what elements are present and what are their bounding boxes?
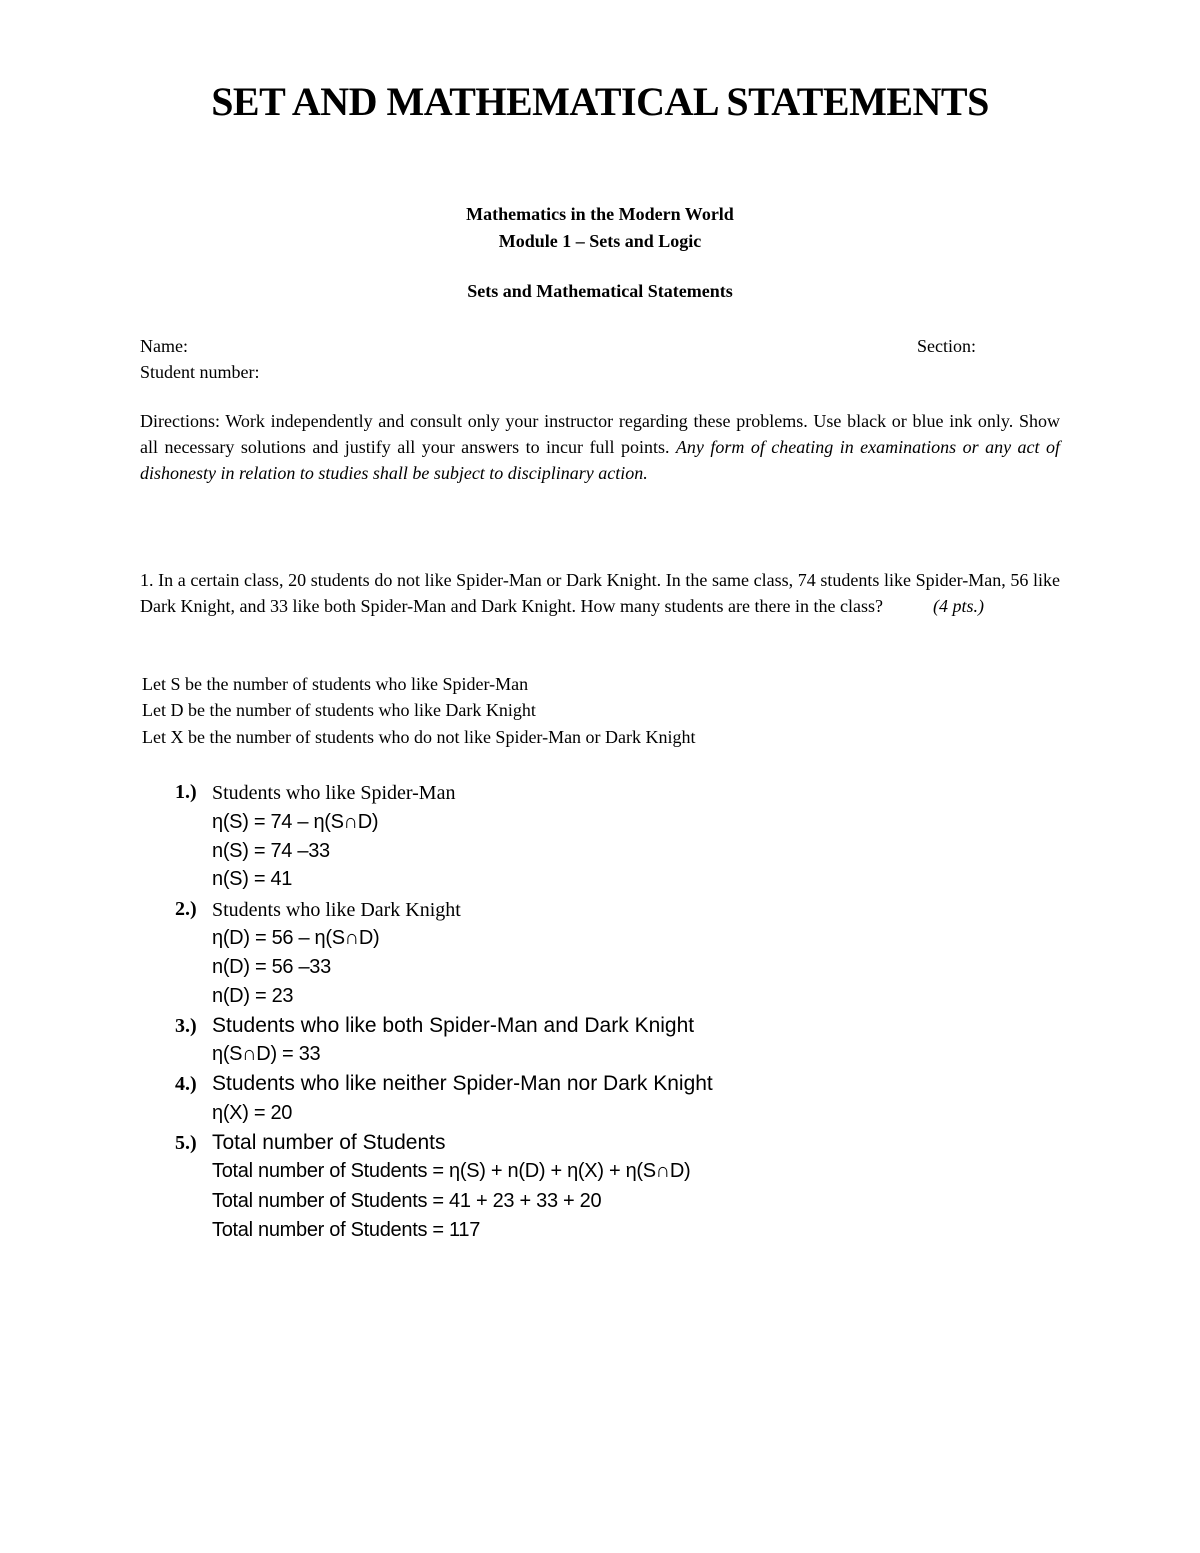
step-4-line-1: η(X) = 20	[212, 1102, 293, 1124]
step-5-line-1: Total number of Students = η(S) + n(D) + η(X) + η(S∩D)	[212, 1160, 691, 1182]
step-5-line-3: Total number of Students = 117	[212, 1219, 481, 1241]
step-3-number: 3.)	[175, 1015, 197, 1037]
section-label: Section:	[917, 336, 976, 356]
step-3-label: Students who like both Spider-Man and Dark Knight	[212, 1014, 695, 1037]
step-3-line-1: η(S∩D) = 33	[212, 1043, 321, 1065]
step-5-line-2: Total number of Students = 41 + 23 + 33 + 20	[212, 1190, 602, 1212]
name-label: Name:	[140, 336, 188, 356]
student-number-label: Student number:	[140, 362, 260, 382]
step-2-number: 2.)	[175, 898, 197, 920]
definition-x: Let X be the number of students who do not like Spider-Man or Dark Knight	[142, 727, 696, 747]
step-1-label: Students who like Spider-Man	[212, 782, 456, 804]
step-5-number: 5.)	[175, 1132, 197, 1154]
question-1	[140, 567, 1060, 619]
step-1-line-1: η(S) = 74 – η(S∩D)	[212, 811, 379, 833]
directions	[140, 408, 1060, 486]
step-2-line-3: n(D) = 23	[212, 985, 294, 1007]
step-2-line-2: n(D) = 56 –33	[212, 956, 331, 978]
step-5-label: Total number of Students	[212, 1131, 446, 1154]
course-title: Mathematics in the Modern World	[466, 204, 734, 224]
question-points: (4 pts.)	[932, 596, 984, 616]
step-1-number: 1.)	[175, 781, 197, 803]
step-4-label: Students who like neither Spider-Man nor Dark Knight	[212, 1072, 713, 1095]
step-1-line-2: n(S) = 74 –33	[212, 840, 330, 862]
question-text: 1. In a certain class, 20 students do not like Spider-Man or Dark Knight. In the same class, 74 students like Spider-Man, 56 like Dark Knight, and 33 like both Spider-Man and Dark Knight. How many students are there in the class?	[140, 570, 1060, 616]
directions-text: Directions: Work independently and consult only your instructor regarding these problems. Use black or blue ink only. Show all necessary solutions and justify all your answers to incur full points.	[140, 411, 1060, 457]
step-2-line-1: η(D) = 56 – η(S∩D)	[212, 927, 380, 949]
document-title: SET AND MATHEMATICAL STATEMENTS	[211, 79, 989, 124]
directions-warning: Any form of cheating in examinations or any act of dishonesty in relation to studies shall be subject to disciplinary action.	[140, 437, 1060, 483]
step-1-line-3: n(S) = 41	[212, 868, 293, 890]
step-2-label: Students who like Dark Knight	[212, 899, 461, 921]
step-4-number: 4.)	[175, 1073, 197, 1095]
section-subtitle: Sets and Mathematical Statements	[467, 281, 733, 301]
module-title: Module 1 – Sets and Logic	[498, 231, 702, 251]
definition-s: Let S be the number of students who like Spider-Man	[142, 674, 529, 694]
definition-d: Let D be the number of students who like Dark Knight	[142, 700, 536, 720]
